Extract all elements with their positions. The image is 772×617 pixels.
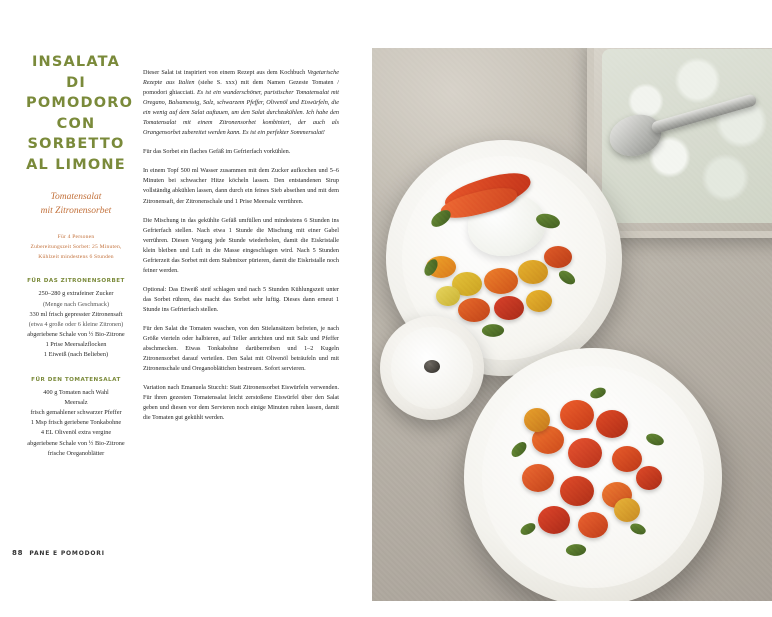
recipe-photo: [372, 48, 772, 601]
body-paragraph: Für den Salat die Tomaten waschen, von den Stielansätzen befreien, je nach Größe vierteln oder halbieren, auf Teller anrichten und mit Salz und Pfeffer abschmecken. Etwas Tonkabohne darüberreiben und 1–2 Kugeln Zitronensorbet darauf verteilen. Den Salat mit Olivenöl beträufeln und mit Zitronenschale und Oreganoblättchen bestreuen. Sofort servieren.: [143, 324, 339, 373]
ingredient-item: frische Oreganoblätter: [47, 449, 105, 457]
body-paragraph: Optional: Das Eiweiß steif schlagen und nach 5 Stunden Kühlungszeit unter das Sorbet rühren, das macht das Sorbet sehr luftig. Dieses dann erneut 1 Stunde ins Gefrierfach stellen.: [143, 285, 339, 313]
ingredient-group-heading: FÜR DEN TOMATENSALAT: [31, 376, 121, 383]
ingredient-group-heading: FÜR DAS ZITRONENSORBET: [27, 278, 125, 285]
recipe-chill-time: Kühlzeit mindestens 6 Stunden: [38, 253, 114, 260]
book-title-italic: Vegetarische Rezepte aus Italien: [143, 69, 339, 87]
ingredient-item: abgeriebene Schale von ½ Bio-Zitrone: [27, 331, 125, 339]
recipe-subtitle-line-1: Tomatensalat: [50, 192, 102, 203]
ingredient-group-sorbet: [26, 278, 126, 360]
ingredient-item: Meersalz: [64, 398, 88, 406]
ingredient-list: [26, 388, 126, 459]
recipe-servings: Für 4 Personen: [57, 234, 95, 240]
body-paragraph: In einem Topf 500 ml Wasser zusammen mit dem Zucker aufkochen und 5–6 Minuten bei schwacher Hitze köcheln lassen. Den entstandenen Sirup vollständig abkühlen lassen, dann durch ein feines Sieb abseihen und mit dem Zitronensaft, der Zitronenschale und 1 Prise Meersalz verrühren.: [143, 167, 339, 205]
ingredient-item: 330 ml frisch gepresster Zitronensaft: [29, 310, 123, 318]
recipe-subtitle: [26, 191, 126, 219]
folio: [12, 549, 105, 557]
ingredient-item: 1 Msp frisch geriebene Tonkabohne: [30, 419, 122, 427]
recipe-meta: [26, 233, 126, 262]
ingredient-item: 1 Prise Meersalzflocken: [45, 341, 107, 349]
recipe-title-line-1: INSALATA: [31, 54, 121, 70]
running-head: PANE E POMODORI: [29, 549, 105, 557]
page-number: 88: [12, 549, 24, 557]
recipe-title-line-2: DI POMODORO: [26, 74, 134, 112]
ingredient-item: frisch gemahlener schwarzer Pfeffer: [30, 409, 122, 417]
body-paragraph: Variation nach Emanuela Stucchi: Statt Zitronensorbet Eiswürfeln verwenden. Für ihren gezesten Tomatensalat leicht zerstoßene Eiswürfel über den Salat geben und diesen vor dem Servieren noch einige Minuten ruhen lassen, damit die Tomaten gut gekühlt werden.: [143, 384, 339, 422]
ingredient-item: 400 g Tomaten nach Wahl: [43, 388, 109, 396]
body-paragraph: Die Mischung in das gekühlte Gefäß umfüllen und mindestens 6 Stunden ins Gefrierfach stellen. Nach etwa 1 Stunde die Mischung mit einer Gabel verrühren. Diesen Vorgang jede Stunde wiederholen, damit die Eiskristalle klein bleiben und Luft in die Masse eingeschlagen wird. Nach 5 Stunden Gefrierzeit das Sorbet mit dem Stabmixer pürieren, damit die Eiskristalle noch feiner werden.: [143, 216, 339, 274]
recipe-title-line-4: AL LIMONE: [26, 156, 126, 173]
page-title: [26, 52, 134, 175]
ingredient-group-salad: [26, 377, 126, 459]
recipe-prep-time: Zubereitungszeit Sorbet: 25 Minuten,: [30, 243, 122, 250]
body-intro-italic: Es ist ein wunderschöner, puristischer Tomatensalat mit Oregano, Balsamessig, Salz, schwarzem Pfeffer, Olivenöl und Eiswürfeln, die ein wenig auf dem Salat auftauen, um den Salat durchzukühlen. Ich habe den Tomatensalat mit einem Zitronensorbet kombiniert, der auch als Orangensorbet zubereitet werden kann. Es ist ein perfekter Sommersalat!: [143, 89, 339, 137]
body-paragraph: Für das Sorbet ein flaches Gefäß im Gefrierfach vorkühlen.: [143, 148, 291, 156]
ingredient-item: 250–280 g extrafeiner Zucker: [38, 290, 114, 298]
ingredient-item: (etwa 4 große oder 6 kleine Zitronen): [28, 320, 124, 328]
ingredient-list: [26, 289, 126, 360]
recipe-header-column: [26, 52, 134, 459]
photo-grain-overlay: [372, 48, 772, 601]
ingredient-item: 1 Eiweiß (nach Belieben): [43, 351, 109, 359]
recipe-subtitle-line-2: mit Zitronensorbet: [40, 206, 112, 217]
recipe-title-line-3: CON SORBETTO: [27, 115, 125, 153]
ingredient-item: 4 EL Olivenöl extra vergine: [40, 429, 112, 437]
recipe-body-column: [143, 68, 339, 432]
ingredient-item: abgeriebene Schale von ½ Bio-Zitrone: [27, 439, 125, 447]
body-paragraph-intro: Dieser Salat ist inspiriert von einem Rezept aus dem Kochbuch Vegetarische Rezepte aus Italien (siehe S. xxx) mit dem Namen Gezeste Tomaten / pomodori ghiacciati. Es ist ein wunderschöner, puristischer Tomatensalat mit Oregano, Balsamessig, Salz, schwarzem Pfeffer, Olivenöl und Eiswürfeln, die ein wenig auf dem Salat auftauen, um den Salat durchzukühlen. Ich habe den Tomatensalat mit einem Zitronensorbet kombiniert, der auch als Orangensorbet zubereitet werden kann. Es ist ein perfekter Sommersalat!: [143, 69, 339, 137]
ingredient-item: (Menge nach Geschmack): [42, 300, 110, 308]
